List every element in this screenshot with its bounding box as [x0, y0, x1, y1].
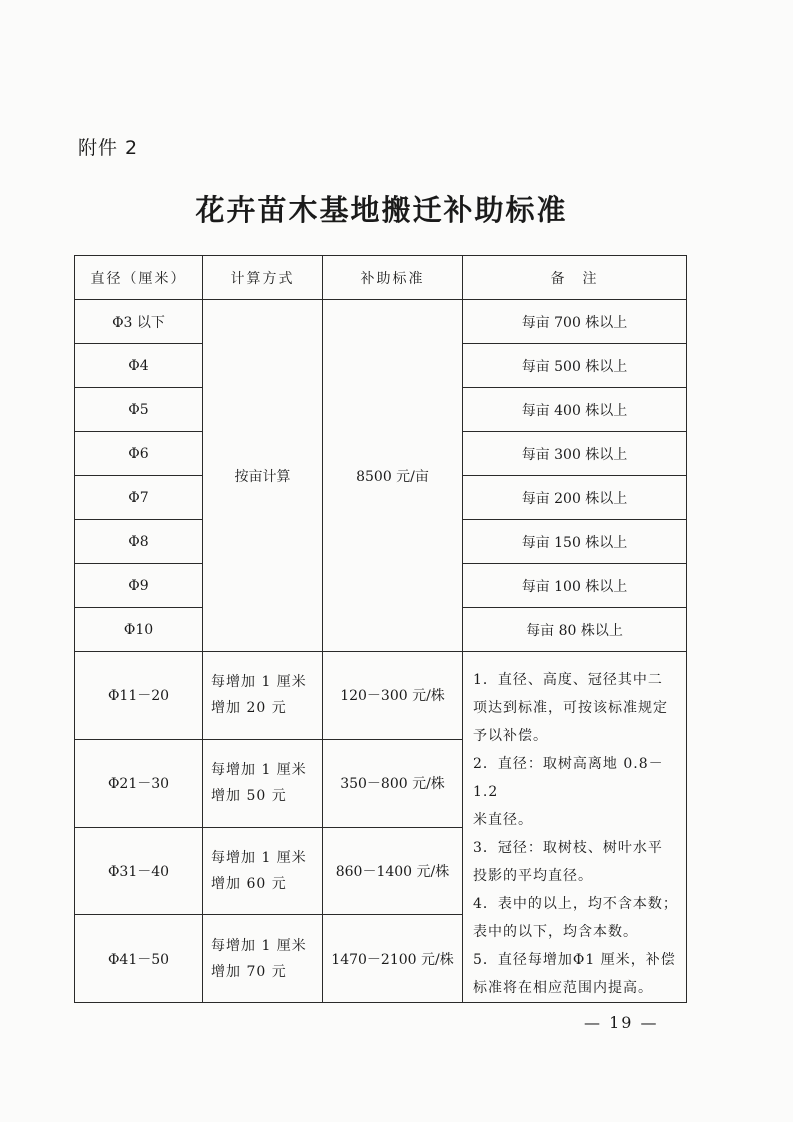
standard-cell: 350－800 元/株	[323, 739, 463, 827]
method-line: 增加 60 元	[211, 875, 287, 892]
diameter-cell: Φ11－20	[75, 652, 203, 740]
method-line: 每增加 1 厘米	[211, 674, 307, 691]
header-diameter: 直径（厘米）	[75, 256, 203, 300]
subsidy-standard-table	[74, 255, 687, 1003]
note-cell: 每亩 500 株以上	[463, 344, 687, 388]
table-row	[75, 652, 687, 740]
standard-cell-per-mu: 8500 元/亩	[323, 300, 463, 652]
note-line: 予以补偿。	[473, 728, 548, 744]
method-line: 增加 20 元	[211, 700, 287, 717]
note-line: 表中的以下，均含本数。	[473, 924, 638, 940]
note-cell: 每亩 200 株以上	[463, 476, 687, 520]
method-line: 增加 50 元	[211, 788, 287, 805]
diameter-cell: Φ21－30	[75, 739, 203, 827]
diameter-cell: Φ41－50	[75, 915, 203, 1003]
diameter-cell: Φ9	[75, 564, 203, 608]
diameter-cell: Φ6	[75, 432, 203, 476]
method-cell	[203, 652, 323, 740]
header-notes: 备 注	[463, 256, 687, 300]
method-cell	[203, 827, 323, 915]
diameter-cell: Φ7	[75, 476, 203, 520]
note-line: 米直径。	[473, 812, 533, 828]
note-line: 标准将在相应范围内提高。	[473, 980, 653, 996]
note-line: 3．冠径：取树枝、树叶水平	[473, 840, 663, 856]
note-cell: 每亩 100 株以上	[463, 564, 687, 608]
note-line: 2．直径：取树高离地 0.8－1.2	[473, 756, 664, 800]
standard-cell: 860－1400 元/株	[323, 827, 463, 915]
note-cell: 每亩 400 株以上	[463, 388, 687, 432]
note-line: 5．直径每增加Φ1 厘米，补偿	[473, 952, 676, 968]
method-cell	[203, 915, 323, 1003]
page-number: — 19 —	[584, 1013, 659, 1032]
note-cell: 每亩 80 株以上	[463, 608, 687, 652]
header-method: 计算方式	[203, 256, 323, 300]
diameter-cell: Φ10	[75, 608, 203, 652]
diameter-cell: Φ4	[75, 344, 203, 388]
diameter-cell: Φ31－40	[75, 827, 203, 915]
diameter-cell: Φ3 以下	[75, 300, 203, 344]
note-line: 项达到标准，可按该标准规定	[473, 700, 668, 716]
notes-cell	[463, 652, 687, 1003]
diameter-cell: Φ8	[75, 520, 203, 564]
method-cell-per-mu: 按亩计算	[203, 300, 323, 652]
method-line: 每增加 1 厘米	[211, 849, 307, 866]
document-title: 花卉苗木基地搬迁补助标准	[195, 193, 568, 227]
note-cell: 每亩 700 株以上	[463, 300, 687, 344]
note-line: 投影的平均直径。	[473, 868, 593, 884]
method-line: 每增加 1 厘米	[211, 937, 307, 954]
note-cell: 每亩 150 株以上	[463, 520, 687, 564]
method-line: 每增加 1 厘米	[211, 762, 307, 779]
standard-cell: 1470－2100 元/株	[323, 915, 463, 1003]
attachment-label: 附件 2	[78, 137, 139, 159]
standard-cell: 120－300 元/株	[323, 652, 463, 740]
note-cell: 每亩 300 株以上	[463, 432, 687, 476]
table-header-row	[75, 256, 687, 300]
table-row	[75, 300, 687, 344]
method-line: 增加 70 元	[211, 963, 287, 980]
diameter-cell: Φ5	[75, 388, 203, 432]
header-standard: 补助标准	[323, 256, 463, 300]
note-line: 1．直径、高度、冠径其中二	[473, 672, 663, 688]
note-line: 4．表中的以上，均不含本数；	[473, 896, 678, 912]
method-cell	[203, 739, 323, 827]
